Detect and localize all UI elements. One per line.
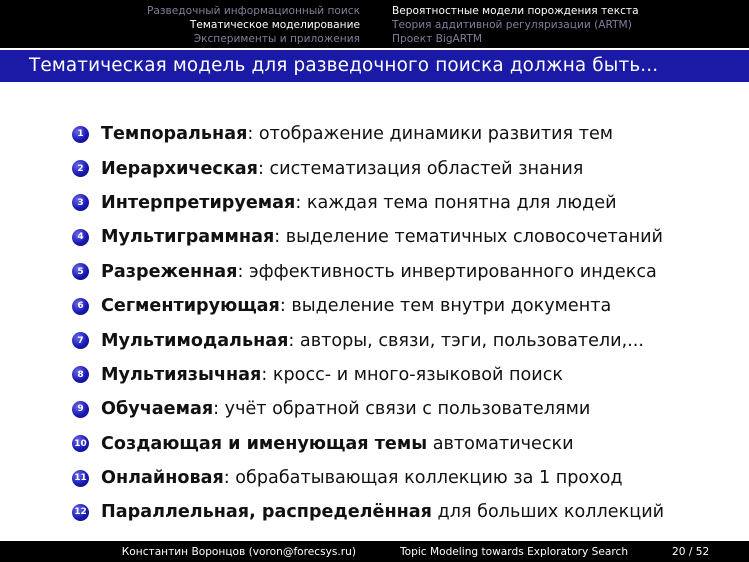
list-item-text: [101, 468, 623, 488]
list-item-term: Параллельная, распределённая: [101, 502, 432, 523]
nav-section-experiments[interactable]: Эксперименты и приложения: [193, 33, 360, 45]
nav-section-topic-modeling[interactable]: Тематическое моделирование: [189, 19, 360, 31]
footer-page-number: 20 / 52: [672, 545, 710, 558]
list-item: [72, 255, 742, 289]
list-item-description: : отображение динамики развития тем: [247, 124, 614, 145]
number-ball-icon: 1: [72, 126, 89, 143]
footer-talk-title: Topic Modeling towards Exploratory Search: [399, 545, 629, 558]
list-item: [72, 427, 742, 461]
nav-section-exploratory-search[interactable]: Разведочный информационный поиск: [146, 5, 360, 17]
list-item-description: : авторы, связи, тэги, пользователи,...: [288, 330, 644, 351]
list-item: [72, 323, 742, 357]
list-item-term: Иерархическая: [101, 158, 258, 179]
slide-footer: [0, 541, 749, 562]
number-ball-icon: 2: [72, 160, 89, 177]
section-navigation: [0, 0, 749, 48]
list-item-text: [101, 262, 657, 282]
list-item-term: Сегментирующая: [101, 296, 280, 317]
list-item-term: Мультимодальная: [101, 330, 289, 351]
list-item-text: [101, 124, 613, 144]
list-item: [72, 461, 742, 495]
requirements-list: [72, 117, 742, 530]
list-item-description: для больших коллекций: [431, 502, 665, 523]
slide-title-bar: [0, 50, 749, 82]
list-item-description: : выделение тематичных словосочетаний: [274, 227, 663, 248]
list-item: [72, 220, 742, 254]
list-item-term: Мультиязычная: [101, 364, 262, 385]
list-item-term: Мультиграммная: [101, 227, 275, 248]
number-ball-icon: 3: [72, 194, 89, 211]
nav-subsection-artm-theory[interactable]: Теория аддитивной регуляризации (ARTM): [392, 19, 632, 31]
list-item-term: Онлайновая: [101, 468, 224, 489]
number-ball-icon: 6: [72, 298, 89, 315]
list-item: [72, 289, 742, 323]
list-item-term: Интерпретируемая: [101, 192, 296, 213]
number-ball-icon: 4: [72, 229, 89, 246]
list-item: [72, 186, 742, 220]
list-item-text: [101, 296, 611, 316]
list-item: [72, 392, 742, 426]
number-ball-icon: 9: [72, 401, 89, 418]
list-item: [72, 358, 742, 392]
list-item-term: Разреженная: [101, 261, 238, 282]
list-item: [72, 151, 742, 185]
list-item-description: : учёт обратной связи с пользователями: [213, 399, 591, 420]
list-item-text: [101, 159, 583, 179]
list-item-description: : систематизация областей знания: [257, 158, 584, 179]
list-item-term: Создающая и именующая темы: [101, 433, 428, 454]
number-ball-icon: 5: [72, 263, 89, 280]
number-ball-icon: 10: [72, 435, 89, 452]
list-item-text: [101, 434, 574, 454]
number-ball-icon: 11: [72, 470, 89, 487]
list-item-description: : выделение тем внутри документа: [279, 296, 612, 317]
list-item-text: [101, 331, 644, 351]
list-item-term: Обучаемая: [101, 399, 214, 420]
list-item-description: : обрабатывающая коллекцию за 1 проход: [223, 468, 623, 489]
footer-author: Константин Воронцов (voron@forecsys.ru): [121, 545, 356, 558]
list-item: [72, 495, 742, 529]
list-item-description: : эффективность инвертированного индекса: [237, 261, 657, 282]
list-item-text: [101, 502, 664, 522]
list-item-description: автоматически: [427, 433, 574, 454]
nav-subsections: [374, 0, 749, 48]
list-item-text: [101, 399, 590, 419]
list-item: [72, 117, 742, 151]
number-ball-icon: 7: [72, 332, 89, 349]
number-ball-icon: 12: [72, 504, 89, 521]
nav-sections: [0, 0, 374, 48]
list-item-text: [101, 193, 617, 213]
nav-subsection-bigartm[interactable]: Проект BigARTM: [392, 33, 483, 45]
list-item-text: [101, 227, 663, 247]
list-item-description: : каждая тема понятна для людей: [295, 192, 617, 213]
slide-title: Тематическая модель для разведочного поиска должна быть...: [29, 55, 659, 76]
list-item-term: Темпоральная: [101, 124, 248, 145]
number-ball-icon: 8: [72, 366, 89, 383]
list-item-description: : кросс- и много-языковой поиск: [261, 364, 564, 385]
list-item-text: [101, 365, 563, 385]
nav-subsection-probabilistic-models[interactable]: Вероятностные модели порождения текста: [392, 5, 639, 17]
